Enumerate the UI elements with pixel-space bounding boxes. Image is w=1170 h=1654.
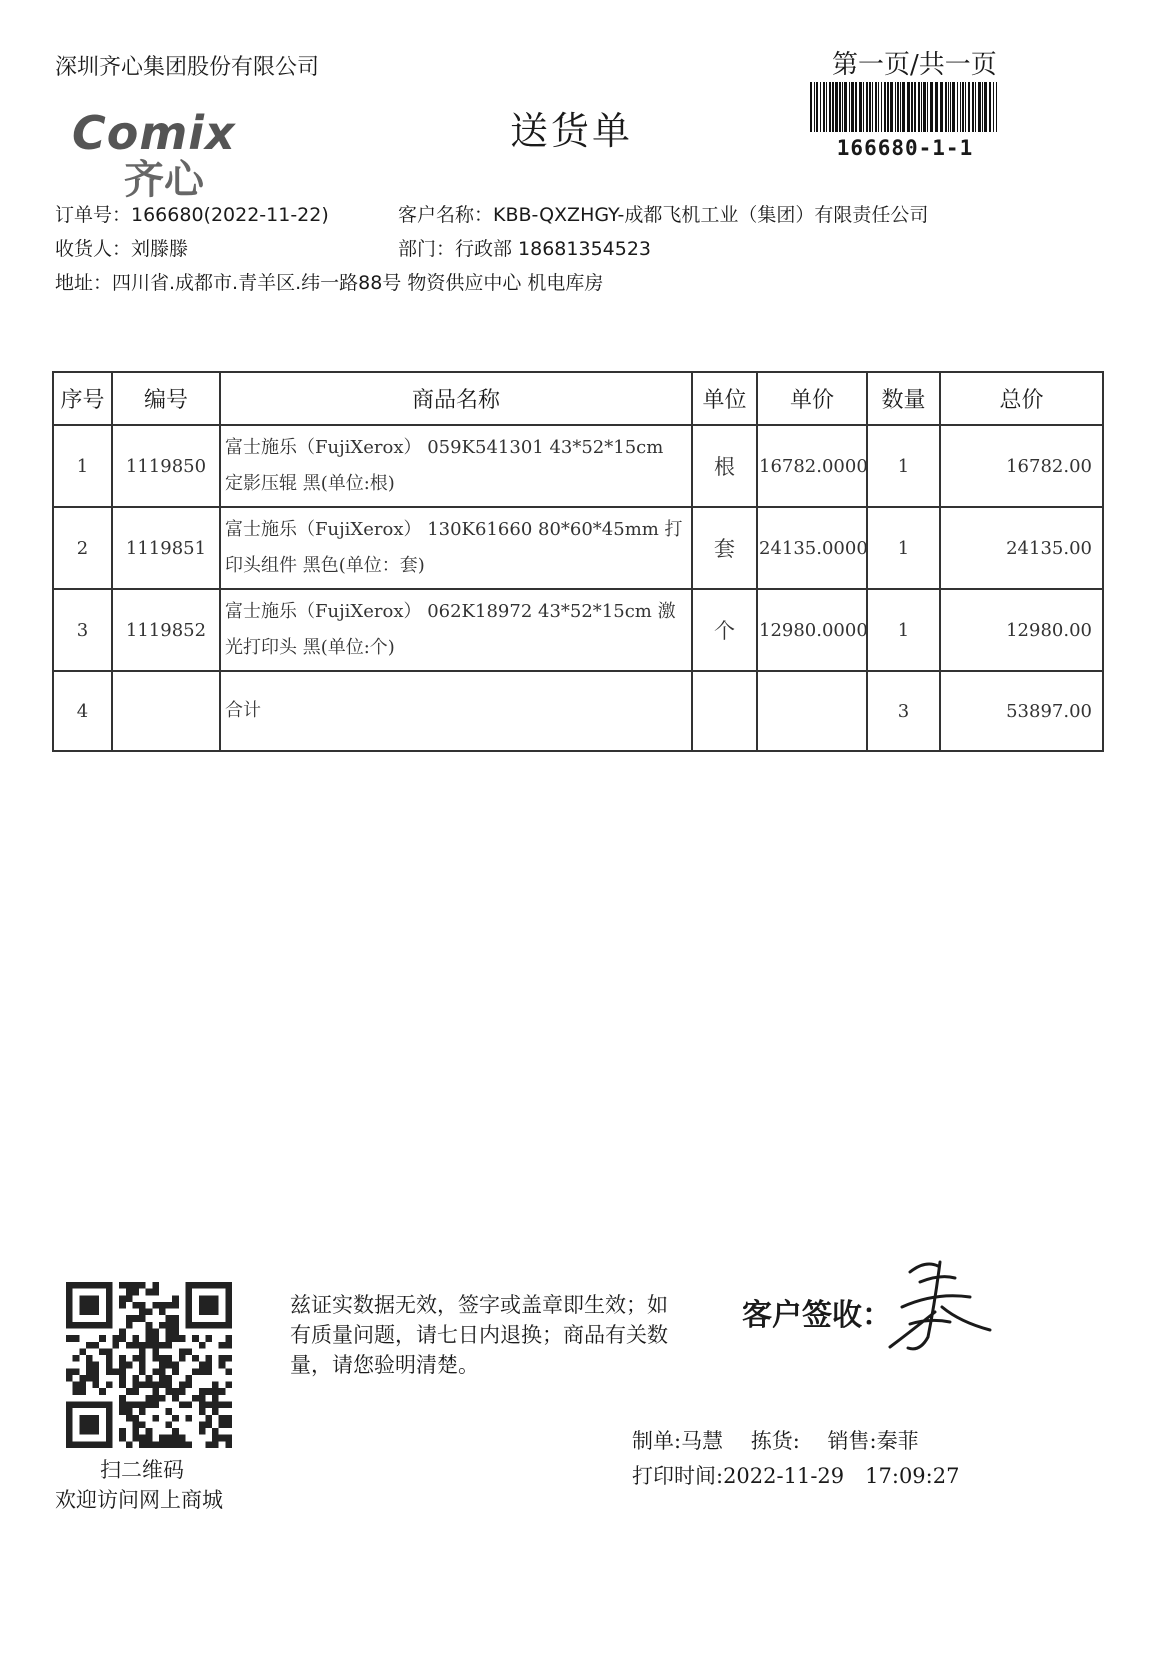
customer-sign-label: 客户签收： <box>742 1298 892 1333</box>
cell-unit: 套 <box>692 507 757 589</box>
barcode-icon <box>810 82 1000 132</box>
barcode-number: 166680-1-1 <box>836 136 974 160</box>
cell-total: 12980.00 <box>940 589 1103 671</box>
items-table <box>52 371 1104 752</box>
cell-total: 53897.00 <box>940 671 1103 751</box>
qr-caption-mall: 欢迎访问网上商城 <box>55 1488 223 1512</box>
company-name: 深圳齐心集团股份有限公司 <box>55 55 320 80</box>
cell-seq: 2 <box>53 507 112 589</box>
department: 部门：行政部 18681354523 <box>398 238 652 260</box>
logo-text-cn: 齐心 <box>124 157 204 203</box>
print-time: 打印时间:2022-11-29 17:09:27 <box>632 1464 960 1488</box>
cell-qty: 1 <box>867 589 940 671</box>
cell-qty: 1 <box>867 507 940 589</box>
cell-unit: 个 <box>692 589 757 671</box>
cell-qty: 1 <box>867 425 940 507</box>
order-number: 订单号：166680(2022-11-22) <box>55 204 329 226</box>
cell-seq: 1 <box>53 425 112 507</box>
cell-name: 富士施乐（FujiXerox） 062K18972 43*52*15cm 激光打印头 黑(单位:个) <box>220 589 692 671</box>
comix-logo <box>72 106 292 203</box>
table-header-row <box>53 372 1103 425</box>
table-row <box>53 507 1103 589</box>
cell-name: 富士施乐（FujiXerox） 059K541301 43*52*15cm 定影压辊 黑(单位:根) <box>220 425 692 507</box>
customer-name: 客户名称：KBB-QXZHGY-成都飞机工业（集团）有限责任公司 <box>398 204 929 226</box>
cell-price: 16782.0000 <box>757 425 867 507</box>
logo-text-en: Comix <box>72 106 236 160</box>
staff-info: 制单:马慧 拣货: 销售:秦菲 <box>632 1429 919 1453</box>
cell-code <box>112 671 220 751</box>
table-row <box>53 589 1103 671</box>
header-name: 商品名称 <box>220 372 692 425</box>
qr-code-icon <box>66 1282 232 1448</box>
header-seq: 序号 <box>53 372 112 425</box>
cell-total: 24135.00 <box>940 507 1103 589</box>
table-row <box>53 425 1103 507</box>
cell-seq: 3 <box>53 589 112 671</box>
header-price: 单价 <box>757 372 867 425</box>
cell-unit: 根 <box>692 425 757 507</box>
cell-code: 1119850 <box>112 425 220 507</box>
cell-total: 16782.00 <box>940 425 1103 507</box>
signature-image <box>880 1252 1000 1362</box>
qr-caption: 扫二维码 <box>100 1458 184 1482</box>
cell-price: 24135.0000 <box>757 507 867 589</box>
page-info: 第一页/共一页 <box>832 50 997 80</box>
receiver: 收货人：刘滕滕 <box>55 238 189 260</box>
table-row-total <box>53 671 1103 751</box>
notice-text: 兹证实数据无效，签字或盖章即生效；如有质量问题，请七日内退换；商品有关数量，请您验明清楚。 <box>290 1293 668 1377</box>
header-code: 编号 <box>112 372 220 425</box>
cell-price: 12980.0000 <box>757 589 867 671</box>
cell-name: 富士施乐（FujiXerox） 130K61660 80*60*45mm 打印头组件 黑色(单位：套) <box>220 507 692 589</box>
cell-unit <box>692 671 757 751</box>
document-title: 送货单 <box>510 109 634 153</box>
cell-code: 1119851 <box>112 507 220 589</box>
cell-name: 合计 <box>220 671 692 751</box>
cell-code: 1119852 <box>112 589 220 671</box>
address: 地址：四川省.成都市.青羊区.纬一路88号 物资供应中心 机电库房 <box>55 272 604 294</box>
cell-price <box>757 671 867 751</box>
header-total: 总价 <box>940 372 1103 425</box>
header-qty: 数量 <box>867 372 940 425</box>
cell-seq: 4 <box>53 671 112 751</box>
header-unit: 单位 <box>692 372 757 425</box>
cell-qty: 3 <box>867 671 940 751</box>
